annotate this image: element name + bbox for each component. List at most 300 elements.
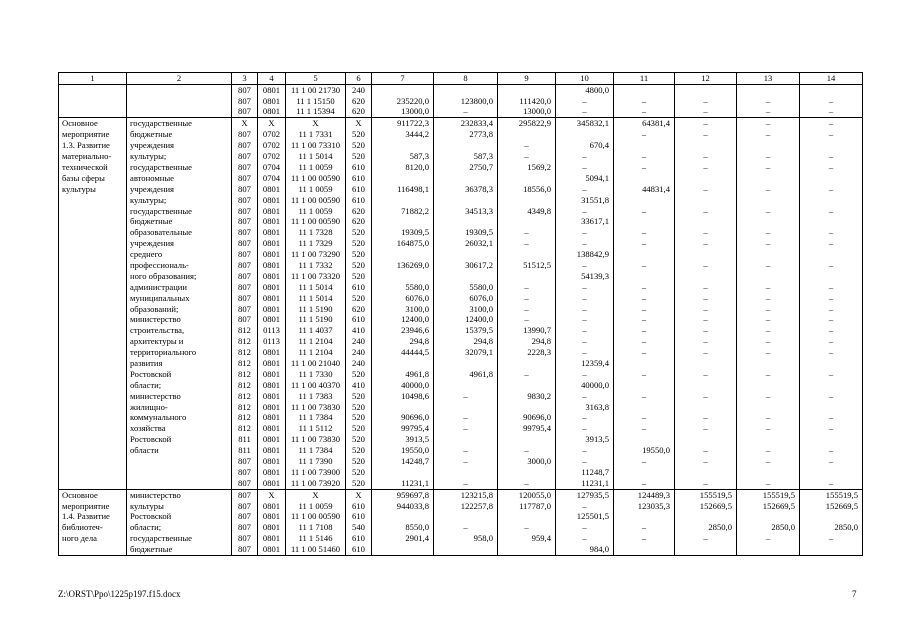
- table-cell: –: [556, 162, 614, 173]
- table-cell: 11 1 00 00590: [286, 173, 346, 184]
- table-cell: –: [800, 96, 863, 107]
- table-cell: 14248,7: [372, 456, 434, 467]
- column-header: 1: [59, 73, 127, 85]
- table-cell: [372, 249, 434, 260]
- table-cell: [614, 173, 675, 184]
- table-cell: 11 1 7108: [286, 522, 346, 533]
- table-cell: 0704: [258, 162, 286, 173]
- table-cell: –: [614, 478, 675, 489]
- table-cell: министерство: [127, 489, 232, 500]
- table-cell: 812: [232, 358, 258, 369]
- table-cell: [59, 227, 127, 238]
- table-cell: 610: [346, 314, 372, 325]
- table-cell: –: [675, 227, 737, 238]
- table-cell: 3100,0: [434, 304, 498, 315]
- table-cell: министерство: [127, 314, 232, 325]
- table-cell: области;: [127, 380, 232, 391]
- table-cell: –: [737, 412, 800, 423]
- table-cell: [372, 271, 434, 282]
- table-cell: 811: [232, 434, 258, 445]
- table-cell: [434, 511, 498, 522]
- table-cell: [372, 544, 434, 555]
- table-cell: –: [800, 184, 863, 195]
- budget-table: [58, 72, 863, 556]
- table-cell: [675, 434, 737, 445]
- table-cell: 807: [232, 456, 258, 467]
- table-cell: 0801: [258, 84, 286, 95]
- table-cell: –: [556, 293, 614, 304]
- table-cell: 240: [346, 358, 372, 369]
- table-cell: –: [498, 293, 556, 304]
- table-cell: –: [434, 106, 498, 117]
- table-cell: 807: [232, 271, 258, 282]
- table-cell: [675, 216, 737, 227]
- table-cell: [614, 140, 675, 151]
- table-cell: 807: [232, 238, 258, 249]
- table-cell: государственные: [127, 162, 232, 173]
- table-row: [59, 511, 863, 522]
- table-cell: [127, 456, 232, 467]
- table-cell: 958,0: [434, 533, 498, 544]
- table-cell: –: [737, 314, 800, 325]
- table-cell: 90696,0: [372, 412, 434, 423]
- table-row: [59, 533, 863, 544]
- table-cell: 807: [232, 184, 258, 195]
- table-cell: 11 1 5014: [286, 282, 346, 293]
- table-cell: 0801: [258, 511, 286, 522]
- table-cell: 99795,4: [498, 423, 556, 434]
- table-cell: [434, 140, 498, 151]
- table-cell: [614, 216, 675, 227]
- table-cell: 11 1 00 00590: [286, 216, 346, 227]
- table-cell: 520: [346, 467, 372, 478]
- table-cell: 0801: [258, 391, 286, 402]
- table-cell: 807: [232, 151, 258, 162]
- table-cell: –: [800, 206, 863, 217]
- table-cell: –: [800, 293, 863, 304]
- table-cell: 54139,3: [556, 271, 614, 282]
- table-cell: [59, 423, 127, 434]
- table-cell: [614, 358, 675, 369]
- table-cell: 11 1 00 73290: [286, 249, 346, 260]
- table-cell: [59, 347, 127, 358]
- table-cell: 0801: [258, 501, 286, 512]
- table-cell: администрации: [127, 282, 232, 293]
- table-cell: [675, 402, 737, 413]
- table-cell: 520: [346, 260, 372, 271]
- table-cell: 807: [232, 227, 258, 238]
- table-cell: 807: [232, 501, 258, 512]
- table-row: [59, 325, 863, 336]
- table-cell: –: [556, 282, 614, 293]
- table-cell: [675, 195, 737, 206]
- table-cell: –: [614, 106, 675, 117]
- table-cell: [498, 173, 556, 184]
- table-cell: [498, 195, 556, 206]
- table-cell: 520: [346, 445, 372, 456]
- table-cell: –: [498, 522, 556, 533]
- table-cell: –: [675, 282, 737, 293]
- table-cell: 610: [346, 184, 372, 195]
- table-cell: [556, 129, 614, 140]
- table-cell: культуры: [127, 501, 232, 512]
- table-cell: [800, 195, 863, 206]
- table-cell: 807: [232, 478, 258, 489]
- table-cell: [800, 140, 863, 151]
- table-cell: [59, 325, 127, 336]
- table-cell: –: [614, 456, 675, 467]
- column-header: 4: [258, 73, 286, 85]
- table-cell: 44444,5: [372, 347, 434, 358]
- table-cell: [59, 84, 127, 95]
- table-cell: 2750,7: [434, 162, 498, 173]
- table-cell: –: [675, 260, 737, 271]
- table-cell: [59, 96, 127, 107]
- table-cell: 3913,5: [556, 434, 614, 445]
- table-cell: базы сферы: [59, 173, 127, 184]
- column-header: 14: [800, 73, 863, 85]
- table-cell: 152669,5: [675, 501, 737, 512]
- table-row: [59, 249, 863, 260]
- table-cell: 807: [232, 162, 258, 173]
- table-cell: –: [800, 423, 863, 434]
- table-row: [59, 412, 863, 423]
- table-cell: 0801: [258, 423, 286, 434]
- table-cell: –: [800, 129, 863, 140]
- table-cell: –: [614, 162, 675, 173]
- table-cell: 18556,0: [498, 184, 556, 195]
- table-cell: 807: [232, 206, 258, 217]
- table-cell: 0801: [258, 347, 286, 358]
- table-row: [59, 260, 863, 271]
- table-row: [59, 380, 863, 391]
- table-cell: 11 1 0059: [286, 206, 346, 217]
- table-cell: 152669,5: [800, 501, 863, 512]
- table-cell: 11 1 00 73320: [286, 271, 346, 282]
- table-cell: X: [232, 118, 258, 129]
- table-cell: [800, 358, 863, 369]
- table-cell: 295822,9: [498, 118, 556, 129]
- column-header: 10: [556, 73, 614, 85]
- table-cell: 11 1 5190: [286, 304, 346, 315]
- table-cell: 807: [232, 106, 258, 117]
- table-cell: 812: [232, 347, 258, 358]
- table-cell: –: [675, 206, 737, 217]
- table-cell: 620: [346, 216, 372, 227]
- table-cell: профессиональ-: [127, 260, 232, 271]
- table-cell: [614, 271, 675, 282]
- table-cell: –: [556, 96, 614, 107]
- table-cell: [434, 434, 498, 445]
- table-cell: [737, 467, 800, 478]
- table-cell: [614, 84, 675, 95]
- table-cell: –: [800, 456, 863, 467]
- table-row: [59, 129, 863, 140]
- table-cell: 807: [232, 195, 258, 206]
- table-cell: 4961,8: [434, 369, 498, 380]
- table-row: [59, 445, 863, 456]
- table-cell: 11 1 15394: [286, 106, 346, 117]
- table-cell: 123800,0: [434, 96, 498, 107]
- table-cell: [675, 249, 737, 260]
- table-cell: 807: [232, 544, 258, 555]
- table-cell: 812: [232, 402, 258, 413]
- table-cell: технической: [59, 162, 127, 173]
- table-row: [59, 391, 863, 402]
- table-cell: [434, 467, 498, 478]
- page-number: 7: [852, 589, 857, 599]
- table-cell: 11 1 00 73830: [286, 402, 346, 413]
- table-cell: X: [258, 118, 286, 129]
- table-cell: [434, 173, 498, 184]
- table-cell: [800, 249, 863, 260]
- column-header: 8: [434, 73, 498, 85]
- column-header: 12: [675, 73, 737, 85]
- table-cell: [498, 84, 556, 95]
- table-cell: –: [675, 445, 737, 456]
- table-cell: 812: [232, 369, 258, 380]
- table-cell: 807: [232, 173, 258, 184]
- table-cell: 520: [346, 238, 372, 249]
- table-cell: 0801: [258, 369, 286, 380]
- table-cell: 99795,4: [372, 423, 434, 434]
- table-cell: [59, 434, 127, 445]
- table-cell: образований;: [127, 304, 232, 315]
- table-cell: –: [737, 533, 800, 544]
- table-cell: [737, 380, 800, 391]
- table-cell: –: [556, 106, 614, 117]
- table-cell: –: [614, 206, 675, 217]
- table-cell: –: [614, 238, 675, 249]
- table-cell: 13990,7: [498, 325, 556, 336]
- table-cell: [59, 336, 127, 347]
- table-cell: развития: [127, 358, 232, 369]
- table-cell: 11 1 00 73310: [286, 140, 346, 151]
- table-cell: –: [498, 478, 556, 489]
- table-cell: –: [556, 260, 614, 271]
- table-cell: –: [675, 96, 737, 107]
- table-cell: мероприятие: [59, 501, 127, 512]
- table-cell: [127, 84, 232, 95]
- table-cell: 2850,0: [675, 522, 737, 533]
- table-cell: области: [127, 445, 232, 456]
- table-cell: –: [737, 260, 800, 271]
- table-cell: [498, 249, 556, 260]
- table-cell: 0801: [258, 380, 286, 391]
- table-cell: 1569,2: [498, 162, 556, 173]
- table-cell: [498, 129, 556, 140]
- table-cell: –: [675, 347, 737, 358]
- table-cell: –: [737, 282, 800, 293]
- column-header: 11: [614, 73, 675, 85]
- table-cell: культуры;: [127, 195, 232, 206]
- table-cell: Основное: [59, 118, 127, 129]
- table-cell: 116498,1: [372, 184, 434, 195]
- table-cell: 807: [232, 140, 258, 151]
- table-cell: 0801: [258, 282, 286, 293]
- table-cell: [59, 260, 127, 271]
- table-cell: 0801: [258, 293, 286, 304]
- table-cell: [434, 544, 498, 555]
- table-cell: –: [556, 227, 614, 238]
- table-cell: 807: [232, 282, 258, 293]
- table-cell: 0801: [258, 238, 286, 249]
- table-cell: –: [800, 445, 863, 456]
- table-cell: 155519,5: [800, 489, 863, 500]
- table-cell: 520: [346, 423, 372, 434]
- table-cell: –: [434, 445, 498, 456]
- table-cell: 11231,1: [372, 478, 434, 489]
- table-cell: 4961,8: [372, 369, 434, 380]
- table-cell: [59, 402, 127, 413]
- table-cell: 11 1 5190: [286, 314, 346, 325]
- table-cell: 620: [346, 106, 372, 117]
- table-cell: –: [737, 456, 800, 467]
- table-cell: ного дела: [59, 533, 127, 544]
- table-cell: 610: [346, 544, 372, 555]
- table-cell: [372, 402, 434, 413]
- table-cell: –: [498, 445, 556, 456]
- table-cell: 40000,0: [372, 380, 434, 391]
- table-cell: –: [675, 478, 737, 489]
- table-cell: 610: [346, 162, 372, 173]
- table-row: [59, 522, 863, 533]
- table-cell: [59, 106, 127, 117]
- table-row: [59, 96, 863, 107]
- table-cell: [800, 467, 863, 478]
- table-cell: 520: [346, 271, 372, 282]
- table-cell: [434, 84, 498, 95]
- table-cell: [59, 216, 127, 227]
- table-cell: –: [556, 501, 614, 512]
- table-cell: 345832,1: [556, 118, 614, 129]
- table-cell: –: [556, 347, 614, 358]
- column-header: 7: [372, 73, 434, 85]
- table-cell: 911722,3: [372, 118, 434, 129]
- table-cell: 0801: [258, 445, 286, 456]
- table-cell: бюджетные: [127, 216, 232, 227]
- table-cell: 807: [232, 511, 258, 522]
- table-cell: 240: [346, 84, 372, 95]
- table-cell: –: [614, 533, 675, 544]
- table-cell: 620: [346, 96, 372, 107]
- table-cell: 520: [346, 402, 372, 413]
- table-cell: 30617,2: [434, 260, 498, 271]
- table-cell: 152669,5: [737, 501, 800, 512]
- table-cell: 19309,5: [372, 227, 434, 238]
- table-cell: [127, 96, 232, 107]
- table-cell: –: [737, 118, 800, 129]
- table-cell: –: [675, 325, 737, 336]
- table-cell: 520: [346, 391, 372, 402]
- table-cell: 807: [232, 522, 258, 533]
- table-cell: 0702: [258, 140, 286, 151]
- table-cell: [737, 173, 800, 184]
- table-cell: 11 1 7383: [286, 391, 346, 402]
- table-cell: –: [800, 412, 863, 423]
- table-cell: бюджетные: [127, 544, 232, 555]
- table-cell: [59, 249, 127, 260]
- table-cell: –: [737, 293, 800, 304]
- table-cell: 11 1 7384: [286, 445, 346, 456]
- table-cell: 610: [346, 533, 372, 544]
- table-cell: [434, 380, 498, 391]
- table-cell: 127935,5: [556, 489, 614, 500]
- table-cell: [737, 140, 800, 151]
- table-cell: [800, 173, 863, 184]
- table-cell: муниципальных: [127, 293, 232, 304]
- table-cell: –: [434, 522, 498, 533]
- table-row: [59, 489, 863, 500]
- table-cell: 125501,5: [556, 511, 614, 522]
- table-cell: [372, 140, 434, 151]
- table-cell: [614, 195, 675, 206]
- table-cell: [372, 358, 434, 369]
- table-cell: 520: [346, 151, 372, 162]
- table-cell: 155519,5: [737, 489, 800, 500]
- table-cell: –: [556, 314, 614, 325]
- table-cell: –: [498, 282, 556, 293]
- table-row: [59, 434, 863, 445]
- table-cell: 410: [346, 380, 372, 391]
- table-cell: 0704: [258, 173, 286, 184]
- table-cell: –: [800, 238, 863, 249]
- table-cell: [434, 195, 498, 206]
- table-cell: –: [556, 522, 614, 533]
- table-cell: 0801: [258, 544, 286, 555]
- table-cell: –: [800, 106, 863, 117]
- table-cell: 610: [346, 173, 372, 184]
- column-header: 13: [737, 73, 800, 85]
- table-cell: 44831,4: [614, 184, 675, 195]
- table-cell: –: [675, 162, 737, 173]
- table-cell: 294,8: [498, 336, 556, 347]
- table-cell: 0801: [258, 195, 286, 206]
- table-cell: образовательные: [127, 227, 232, 238]
- table-cell: Ростовской: [127, 369, 232, 380]
- table-cell: 812: [232, 336, 258, 347]
- table-cell: –: [556, 304, 614, 315]
- table-cell: 6076,0: [434, 293, 498, 304]
- table-cell: [59, 293, 127, 304]
- table-cell: [372, 511, 434, 522]
- table-cell: –: [800, 347, 863, 358]
- table-cell: 32079,1: [434, 347, 498, 358]
- table-cell: государственные: [127, 118, 232, 129]
- table-cell: –: [675, 293, 737, 304]
- table-cell: –: [498, 238, 556, 249]
- table-cell: –: [498, 151, 556, 162]
- table-cell: 0801: [258, 260, 286, 271]
- table-cell: коммунального: [127, 412, 232, 423]
- table-cell: –: [675, 304, 737, 315]
- table-cell: 4349,8: [498, 206, 556, 217]
- table-cell: –: [737, 347, 800, 358]
- table-cell: [800, 544, 863, 555]
- table-cell: –: [556, 151, 614, 162]
- table-cell: 12400,0: [372, 314, 434, 325]
- table-cell: –: [614, 412, 675, 423]
- table-cell: [498, 380, 556, 391]
- table-cell: –: [614, 293, 675, 304]
- table-cell: [675, 380, 737, 391]
- table-cell: –: [614, 369, 675, 380]
- table-cell: [59, 369, 127, 380]
- table-cell: [737, 271, 800, 282]
- table-cell: материально-: [59, 151, 127, 162]
- table-cell: 520: [346, 412, 372, 423]
- table-cell: 0702: [258, 129, 286, 140]
